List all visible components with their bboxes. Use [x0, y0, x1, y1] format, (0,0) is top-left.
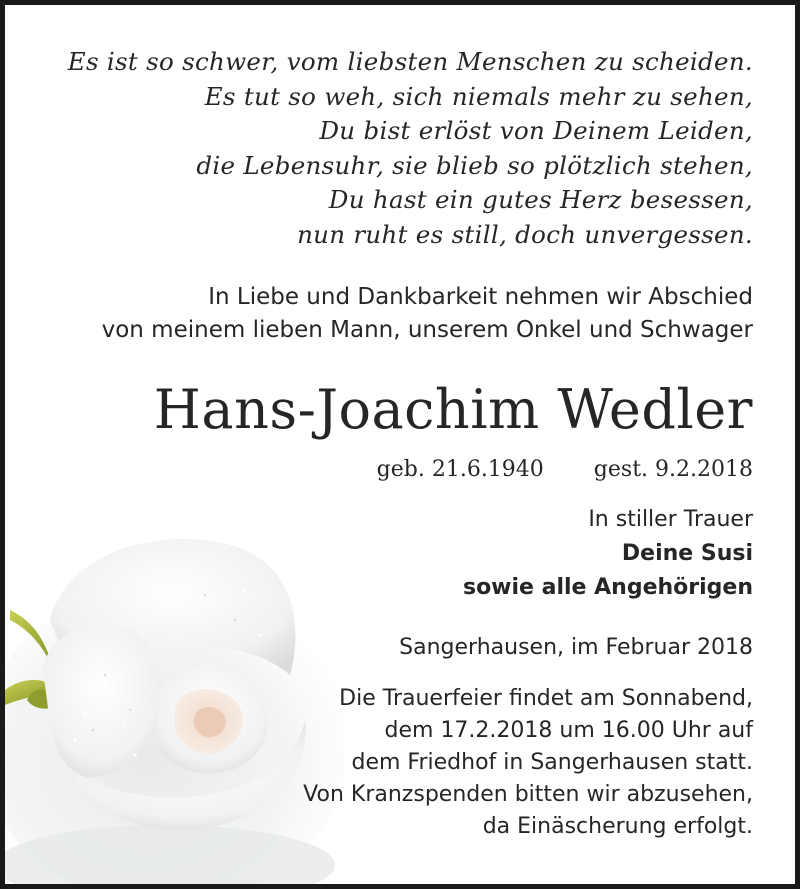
funeral-line: da Einäscherung erfolgt. [482, 814, 753, 839]
farewell-intro-line: von meinem lieben Mann, unserem Onkel und Schwager [101, 317, 753, 343]
funeral-notice [303, 683, 753, 843]
mourner-name: Deine Susi [621, 541, 753, 566]
mourning-intro: In stiller Trauer [588, 507, 753, 532]
death-date: gest. 9.2.2018 [593, 457, 753, 482]
poem-line: Es ist so schwer, vom liebsten Menschen zu scheiden. [67, 47, 753, 76]
deceased-name: Hans-Joachim Wedler [153, 378, 753, 441]
poem-line: Es tut so weh, sich niemals mehr zu sehen, [204, 81, 753, 111]
funeral-line: Die Trauerfeier findet am Sonnabend, [339, 686, 753, 711]
farewell-intro [102, 281, 753, 347]
poem-line: nun ruht es still, doch unvergessen. [297, 219, 753, 249]
funeral-line: dem 17.2.2018 um 16.00 Uhr auf [384, 718, 753, 743]
mourner-relatives: sowie alle Angehörigen [462, 575, 753, 600]
place-and-date: Sangerhausen, im Februar 2018 [399, 635, 753, 660]
poem-line: die Lebensuhr, sie blieb so plötzlich stehen, [196, 150, 753, 180]
poem-verse [68, 45, 753, 252]
funeral-line: dem Friedhof in Sangerhausen statt. [351, 750, 753, 775]
white-rose-image [5, 525, 345, 889]
poem-line: Du bist erlöst von Deinem Leiden, [319, 116, 753, 145]
farewell-intro-line: In Liebe und Dankbarkeit nehmen wir Abschied [208, 284, 753, 310]
life-dates [377, 453, 753, 487]
mourners-block [463, 503, 753, 605]
poem-line: Du hast ein gutes Herz besessen, [328, 185, 753, 214]
funeral-line: Von Kranzspenden bitten wir abzusehen, [303, 782, 753, 807]
birth-date: geb. 21.6.1940 [376, 457, 544, 482]
